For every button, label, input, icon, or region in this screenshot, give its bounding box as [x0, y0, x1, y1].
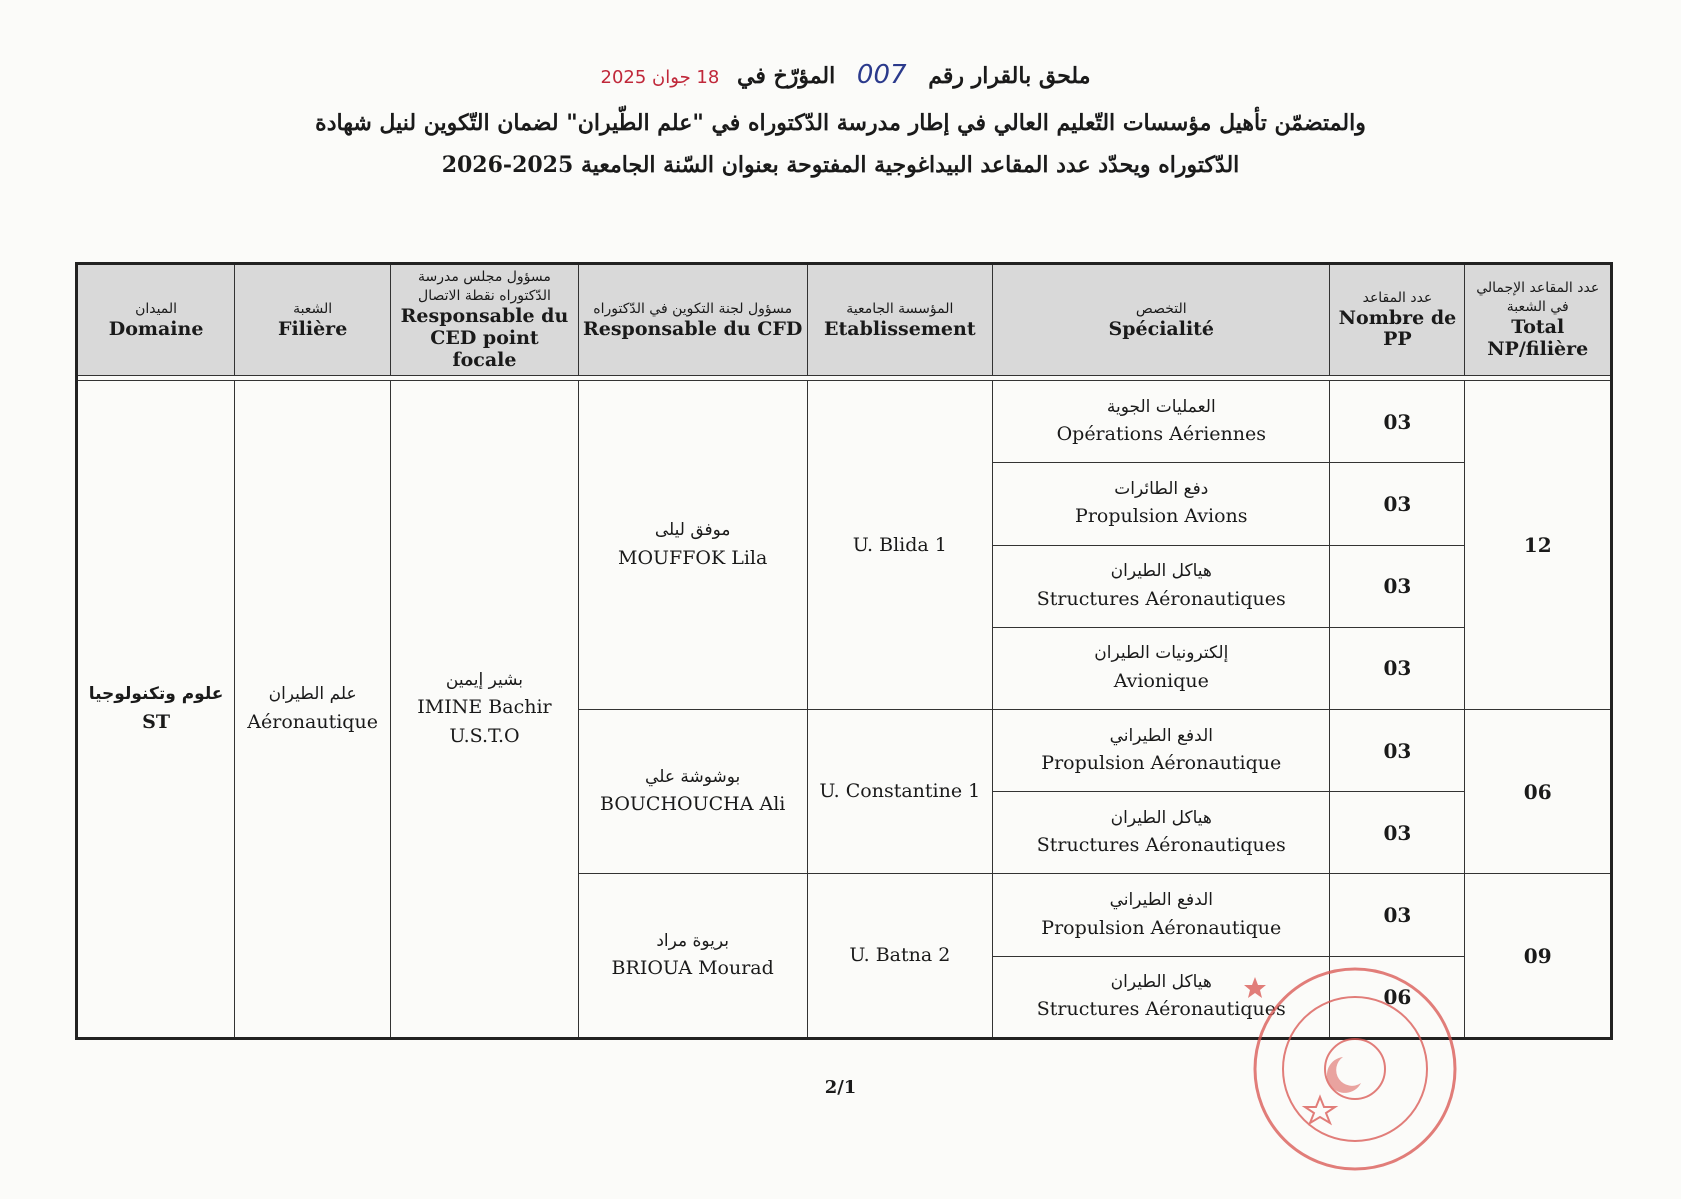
- document-title-line1: [0, 60, 1681, 90]
- seats-table: [75, 262, 1613, 1040]
- specialite-cell: الدفع الطيراني Propulsion Aéronautique: [993, 874, 1330, 956]
- page-number: 2/1: [824, 1077, 857, 1098]
- title-prefix: ملحق بالقرار رقم: [928, 63, 1091, 89]
- total-cell: 09: [1465, 874, 1612, 1039]
- nombre-cell: 03: [1330, 381, 1465, 463]
- cfd-cell: موفق ليلى MOUFFOK Lila: [578, 381, 807, 710]
- decision-number: 007: [856, 60, 907, 90]
- table-header-row: [77, 264, 1612, 376]
- filiere-cell: علم الطيران Aéronautique: [235, 381, 391, 1039]
- ced-cell: بشير إيمين IMINE Bachir U.S.T.O: [391, 381, 579, 1039]
- nombre-cell: 03: [1330, 792, 1465, 874]
- handwritten-date: 18 جوان 2025: [600, 67, 720, 88]
- col-domaine: الميدان Domaine: [77, 264, 235, 376]
- nombre-cell: 03: [1330, 545, 1465, 627]
- nombre-cell: 03: [1330, 627, 1465, 709]
- etablissement-cell: U. Batna 2: [807, 874, 993, 1039]
- document-title-line3: الدّكتوراه ويحدّد عدد المقاعد البيداغوجية المفتوحة بعنوان السّنة الجامعية 2025-2026: [441, 152, 1240, 178]
- specialite-cell: إلكترونيات الطيران Avionique: [993, 627, 1330, 709]
- nombre-cell: 06: [1330, 956, 1465, 1038]
- cfd-cell: بريوة مراد BRIOUA Mourad: [578, 874, 807, 1039]
- col-filiere: الشعبة Filière: [235, 264, 391, 376]
- table-row: [77, 381, 1612, 463]
- specialite-cell: العمليات الجوية Opérations Aériennes: [993, 381, 1330, 463]
- col-nombre-pp: عدد المقاعد Nombre de PP: [1330, 264, 1465, 376]
- etablissement-cell: U. Blida 1: [807, 381, 993, 710]
- col-etablissement: المؤسسة الجامعية Etablissement: [807, 264, 993, 376]
- nombre-cell: 03: [1330, 710, 1465, 792]
- title-dated: المؤرّخ في: [737, 63, 836, 89]
- official-seal-icon: [1225, 957, 1465, 1177]
- col-total: عدد المقاعد الإجمالي في الشعبة Total NP/filière: [1465, 264, 1612, 376]
- nombre-cell: 03: [1330, 874, 1465, 956]
- col-ced: مسؤول مجلس مدرسة الدّكتوراه نقطة الاتصال Responsable du CED point focale: [391, 264, 579, 376]
- specialite-cell: الدفع الطيراني Propulsion Aéronautique: [993, 710, 1330, 792]
- col-specialite: التخصص Spécialité: [993, 264, 1330, 376]
- etablissement-cell: U. Constantine 1: [807, 710, 993, 874]
- cfd-cell: بوشوشة علي BOUCHOUCHA Ali: [578, 710, 807, 874]
- specialite-cell: دفع الطائرات Propulsion Avions: [993, 463, 1330, 545]
- document-title-line2: والمتضمّن تأهيل مؤسسات التّعليم العالي في إطار مدرسة الدّكتوراه في "علم الطّيران" لضمان التّكوين لنيل شهادة: [315, 110, 1366, 136]
- domaine-cell: علوم وتكنولوجيا ST: [77, 381, 235, 1039]
- specialite-cell: هياكل الطيران Structures Aéronautiques: [993, 545, 1330, 627]
- specialite-cell: هياكل الطيران Structures Aéronautiques: [993, 792, 1330, 874]
- col-cfd: مسؤول لجنة التكوين في الدّكتوراه Responsable du CFD: [578, 264, 807, 376]
- nombre-cell: 03: [1330, 463, 1465, 545]
- total-cell: 12: [1465, 381, 1612, 710]
- specialite-cell: هياكل الطيران Structures Aéronautiques: [993, 956, 1330, 1038]
- total-cell: 06: [1465, 710, 1612, 874]
